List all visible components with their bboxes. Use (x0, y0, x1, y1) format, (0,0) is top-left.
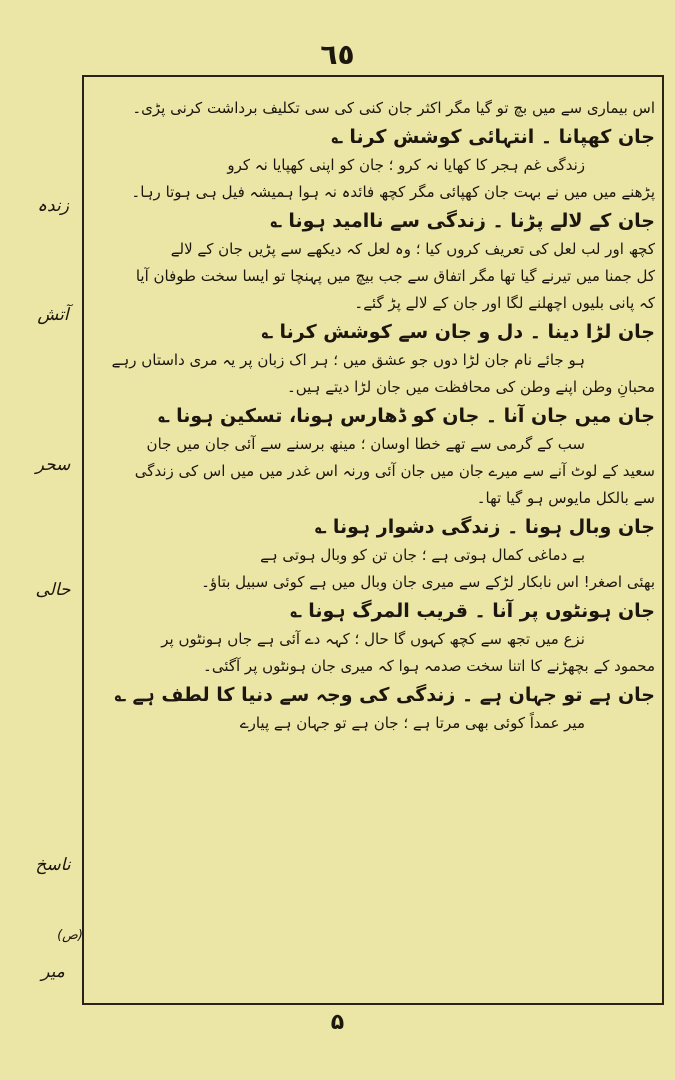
text-line: محبانِ وطن اپنے وطن کی محافظت میں جان لڑا دیتے ہیں۔ (286, 378, 655, 396)
verse-line: بے دماغی کمال ہوتی ہے ؛ جان تن کو وبال ہوتی ہے (260, 546, 585, 564)
margin-note-nasikh: ناسخ (35, 855, 71, 875)
verse-line: زندگی غم ہجر کا کھایا نہ کرو ؛ جان کو اپنی کھپایا نہ کرو (227, 156, 585, 174)
margin-note-hali: حالی (35, 580, 71, 600)
page-number: ٦٥ (320, 38, 355, 71)
idiom-heading: جان کھپانا ۔ انتہائی کوشش کرنا ؎ (331, 126, 655, 148)
margin-note-atish: آتش (37, 305, 69, 325)
text-line: اس بیماری سے میں بچ تو گیا مگر اکثر جان کنی کی سی تکلیف برداشت کرنی پڑی۔ (132, 99, 655, 117)
verse-line: سب کے گرمی سے تھے خطا اوسان ؛ مینھ برسنے سے آئی جان میں جان (146, 435, 585, 453)
margin-note-sahar: سحر (35, 455, 71, 475)
text-line: بھئی اصغر! اس نابکار لڑکے سے میری جان وبال میں ہے کوئی سبیل بتاؤ۔ (201, 573, 655, 591)
text-line: کچھ اور لب لعل کی تعریف کروں کیا ؛ وہ لعل کہ دیکھے سے پڑیں جان کے لالے (170, 240, 655, 258)
text-line: کہ پانی بلیوں اچھلنے لگا اور جان کے لالے پڑ گئے۔ (354, 294, 655, 312)
idiom-heading: جان ہے تو جہان ہے ۔ زندگی کی وجہ سے دنیا کا لطف ہے ؎ (114, 684, 655, 706)
page-body (95, 95, 655, 737)
text-line: پڑھنے میں میں نے بہت جان کھپائی مگر کچھ فائدہ نہ ہوا ہمیشہ فیل ہی ہوتا رہا۔ (131, 183, 655, 201)
idiom-heading: جان لڑا دینا ۔ دل و جان سے کوشش کرنا ؎ (261, 321, 655, 343)
text-line: محمود کے بچھڑنے کا اتنا سخت صدمہ ہوا کہ میری جان ہونٹوں پر آگئی۔ (203, 657, 655, 675)
margin-note-zinda: زندہ (37, 196, 69, 216)
margin-note-mir: میر (41, 962, 65, 982)
margin-note-sad: (ص) (57, 928, 83, 943)
verse-line: میر عمداً کوئی بھی مرتا ہے ؛ جان ہے تو جہان ہے پیارے (239, 714, 585, 732)
text-line: سے بالکل مایوس ہو گیا تھا۔ (476, 489, 655, 507)
idiom-heading: جان کے لالے پڑنا ۔ زندگی سے ناامید ہونا ؎ (270, 210, 655, 232)
idiom-heading: جان ہونٹوں پر آنا ۔ قریب المرگ ہونا ؎ (290, 600, 655, 622)
verse-line: ہو جائے نام جان لڑا دوں جو عشق میں ؛ ہر اک زبان پر یہ مری داستاں رہے (111, 351, 585, 369)
text-line: سعید کے لوٹ آنے سے میرے جان میں جان آئی ورنہ اس غدر میں میں اس کی زندگی (134, 462, 655, 480)
text-line: کل جمنا میں تیرنے گیا تھا مگر اتفاق سے جب بیچ میں پہنچا تو ایسا سخت طوفان آیا (135, 267, 655, 285)
verse-line: نزع میں تجھ سے کچھ کہوں گا حال ؛ کہہ دے آئی ہے جاں ہونٹوں پر (161, 630, 585, 648)
idiom-heading: جان میں جان آنا ۔ جان کو ڈھارس ہونا، تسکین ہونا ؎ (158, 405, 655, 427)
footer-mark: ۵ (330, 1010, 345, 1035)
idiom-heading: جان وبال ہونا ۔ زندگی دشوار ہونا ؎ (315, 516, 655, 538)
